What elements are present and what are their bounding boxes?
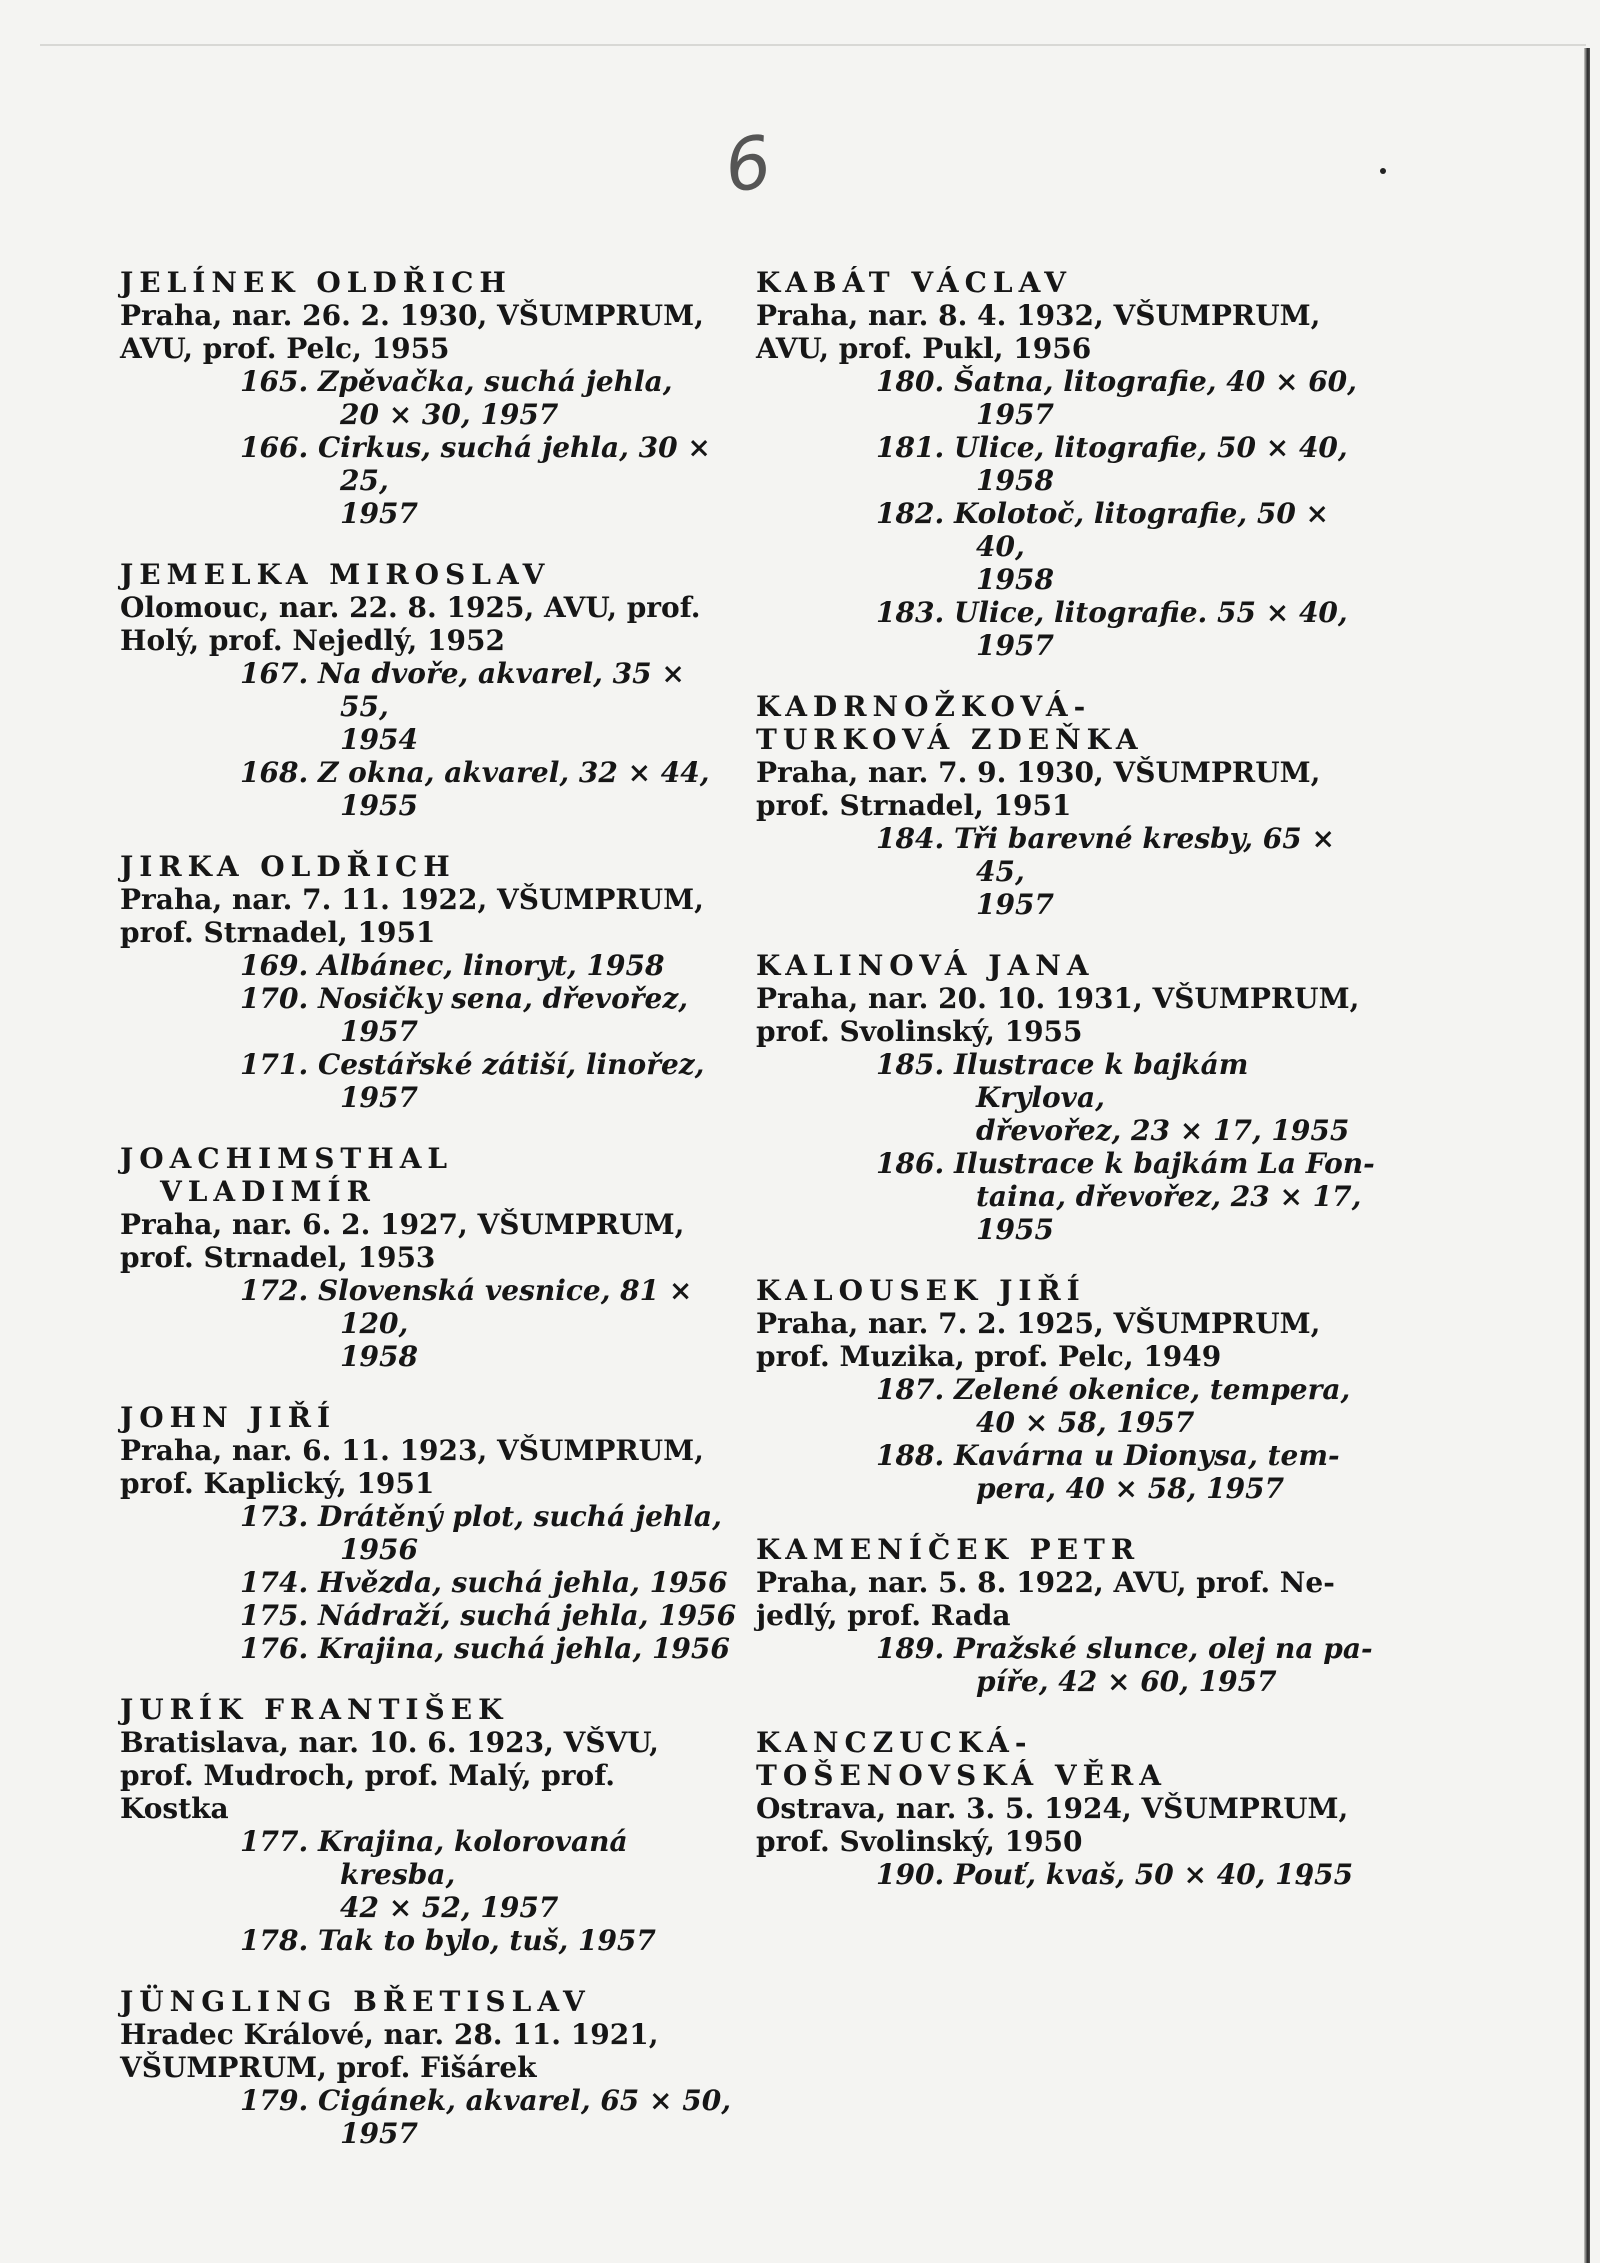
left-column bbox=[120, 266, 740, 2178]
artist-bio: jedlý, prof. Rada bbox=[756, 1599, 1011, 1632]
artist-bio: Praha, nar. 26. 2. 1930, VŠUMPRUM, bbox=[120, 299, 704, 332]
artist-name: JÜNGLING BŘETISLAV bbox=[120, 1985, 591, 2018]
work-number: 177. bbox=[240, 1825, 309, 1858]
work-number: 186. bbox=[876, 1147, 945, 1180]
work-text: Albánec, linoryt, 1958 bbox=[317, 949, 665, 982]
work-text: 40 × 58, 1957 bbox=[976, 1406, 1195, 1439]
work-text: 1957 bbox=[976, 888, 1054, 921]
work-item bbox=[756, 365, 1376, 431]
work-item bbox=[756, 431, 1376, 497]
artist-bio: Praha, nar. 7. 2. 1925, VŠUMPRUM, bbox=[756, 1307, 1321, 1340]
work-number: 171. bbox=[240, 1048, 309, 1081]
work-text: Kolotoč, litografie, 50 × 40, bbox=[953, 497, 1330, 563]
work-number: 180. bbox=[876, 365, 945, 398]
artist-name: JURÍK FRANTIŠEK bbox=[120, 1693, 509, 1726]
work-text: Cirkus, suchá jehla, 30 × 25, bbox=[317, 431, 711, 497]
work-item bbox=[120, 1274, 740, 1373]
work-text: pera, 40 × 58, 1957 bbox=[976, 1472, 1285, 1505]
work-text: dřevořez, 23 × 17, 1955 bbox=[976, 1114, 1350, 1147]
work-number: 165. bbox=[240, 365, 309, 398]
artist-name: JELÍNEK OLDŘICH bbox=[120, 266, 512, 299]
artist-entry bbox=[120, 266, 740, 530]
artist-bio: prof. Svolinský, 1950 bbox=[756, 1825, 1083, 1858]
work-text: Nosičky sena, dřevořez, 1957 bbox=[317, 982, 688, 1048]
artist-bio: Praha, nar. 7. 11. 1922, VŠUMPRUM, bbox=[120, 883, 704, 916]
work-text: 1958 bbox=[976, 563, 1054, 596]
artist-name: KABÁT VÁCLAV bbox=[756, 266, 1073, 299]
work-text: 1957 bbox=[976, 398, 1054, 431]
artist-bio: Praha, nar. 6. 2. 1927, VŠUMPRUM, bbox=[120, 1208, 685, 1241]
artist-entry bbox=[756, 949, 1376, 1246]
work-item bbox=[120, 1048, 740, 1114]
artist-entry bbox=[756, 1533, 1376, 1698]
artist-name: JOHN JIŘÍ bbox=[120, 1401, 337, 1434]
artist-entry bbox=[756, 266, 1376, 662]
work-item bbox=[120, 756, 740, 822]
artist-entry bbox=[120, 558, 740, 822]
work-number: 169. bbox=[240, 949, 309, 982]
artist-bio: prof. Svolinský, 1955 bbox=[756, 1015, 1083, 1048]
work-text: Zelené okenice, tempera, bbox=[953, 1373, 1351, 1406]
artist-bio: Olomouc, nar. 22. 8. 1925, AVU, prof. bbox=[120, 591, 701, 624]
work-number: 178. bbox=[240, 1924, 309, 1957]
work-item bbox=[756, 596, 1376, 662]
artist-bio: Praha, nar. 20. 10. 1931, VŠUMPRUM, bbox=[756, 982, 1360, 1015]
work-number: 188. bbox=[876, 1439, 945, 1472]
artist-bio: Praha, nar. 8. 4. 1932, VŠUMPRUM, bbox=[756, 299, 1321, 332]
work-text: Drátěný plot, suchá jehla, bbox=[317, 1500, 722, 1533]
work-text: Ilustrace k bajkám Krylova, bbox=[953, 1048, 1249, 1114]
artist-name: TURKOVÁ ZDEŇKA bbox=[756, 723, 1144, 756]
work-item bbox=[756, 1373, 1376, 1439]
work-text: Pouť, kvaš, 50 × 40, 1955 bbox=[953, 1858, 1354, 1891]
work-item bbox=[120, 1599, 740, 1632]
work-text: Ulice, litografie. 55 × 40, bbox=[953, 596, 1348, 629]
artist-entry bbox=[756, 1726, 1376, 1891]
artist-entry bbox=[120, 850, 740, 1114]
artist-name: KAMENÍČEK PETR bbox=[756, 1533, 1141, 1566]
artist-name: KALOUSEK JIŘÍ bbox=[756, 1274, 1086, 1307]
artist-bio: Ostrava, nar. 3. 5. 1924, VŠUMPRUM, bbox=[756, 1792, 1349, 1825]
work-number: 175. bbox=[240, 1599, 309, 1632]
work-text: 1955 bbox=[340, 789, 418, 822]
work-text: 1957 bbox=[340, 497, 418, 530]
work-number: 172. bbox=[240, 1274, 309, 1307]
work-item bbox=[120, 431, 740, 530]
work-number: 185. bbox=[876, 1048, 945, 1081]
work-number: 190. bbox=[876, 1858, 945, 1891]
work-number: 167. bbox=[240, 657, 309, 690]
handwritten-page-number: 6 bbox=[719, 119, 777, 209]
work-text: 1958 bbox=[340, 1340, 418, 1373]
artist-bio: Praha, nar. 6. 11. 1923, VŠUMPRUM, bbox=[120, 1434, 704, 1467]
artist-entry bbox=[756, 1274, 1376, 1505]
work-text: Nádraží, suchá jehla, 1956 bbox=[317, 1599, 737, 1632]
work-number: 176. bbox=[240, 1632, 309, 1665]
work-text: Ilustrace k bajkám La Fon- bbox=[953, 1147, 1375, 1180]
work-text: 20 × 30, 1957 bbox=[340, 398, 559, 431]
right-column bbox=[756, 266, 1376, 1919]
artist-entry bbox=[120, 1693, 740, 1957]
work-number: 181. bbox=[876, 431, 945, 464]
artist-name: JIRKA OLDŘICH bbox=[120, 850, 456, 883]
work-text: 1956 bbox=[340, 1533, 418, 1566]
work-text: Cigánek, akvarel, 65 × 50, bbox=[317, 2084, 731, 2117]
work-item bbox=[120, 949, 740, 982]
work-number: 179. bbox=[240, 2084, 309, 2117]
work-text: Zpěvačka, suchá jehla, bbox=[317, 365, 673, 398]
work-item bbox=[756, 1632, 1376, 1698]
work-item bbox=[120, 982, 740, 1048]
work-text: Tři barevné kresby, 65 × 45, bbox=[953, 822, 1335, 888]
work-item bbox=[756, 1439, 1376, 1505]
artist-entry bbox=[120, 1142, 740, 1373]
artist-bio: prof. Mudroch, prof. Malý, prof. bbox=[120, 1759, 616, 1792]
work-item bbox=[120, 657, 740, 756]
work-text: 1957 bbox=[976, 629, 1054, 662]
work-text: Ulice, litografie, 50 × 40, bbox=[953, 431, 1348, 464]
work-text: 1954 bbox=[340, 723, 418, 756]
work-item bbox=[756, 497, 1376, 596]
artist-name: JOACHIMSTHAL bbox=[120, 1142, 454, 1175]
work-text: Cestářské zátiší, linořez, 1957 bbox=[317, 1048, 705, 1114]
work-item bbox=[120, 365, 740, 431]
page-edge-shadow bbox=[1584, 48, 1590, 2263]
artist-bio: prof. Strnadel, 1951 bbox=[120, 916, 436, 949]
artist-bio: Praha, nar. 7. 9. 1930, VŠUMPRUM, bbox=[756, 756, 1321, 789]
artist-bio: Bratislava, nar. 10. 6. 1923, VŠVU, bbox=[120, 1726, 659, 1759]
artist-bio: Praha, nar. 5. 8. 1922, AVU, prof. Ne- bbox=[756, 1566, 1335, 1599]
work-text: 1955 bbox=[976, 1213, 1054, 1246]
work-text: 1957 bbox=[340, 2117, 418, 2150]
work-number: 170. bbox=[240, 982, 309, 1015]
artist-bio: Hradec Králové, nar. 28. 11. 1921, bbox=[120, 2018, 659, 2051]
speck bbox=[1380, 168, 1386, 174]
artist-name: TOŠENOVSKÁ VĚRA bbox=[756, 1759, 1167, 1792]
work-text: Kavárna u Dionysa, tem- bbox=[953, 1439, 1340, 1472]
artist-bio: AVU, prof. Pukl, 1956 bbox=[756, 332, 1092, 365]
artist-name: KANCZUCKÁ- bbox=[756, 1726, 1033, 1759]
work-number: 166. bbox=[240, 431, 309, 464]
artist-name: KALINOVÁ JANA bbox=[756, 949, 1095, 982]
work-text: Krajina, kolorovaná kresba, bbox=[317, 1825, 628, 1891]
work-item bbox=[120, 1825, 740, 1924]
work-item bbox=[120, 1500, 740, 1566]
work-number: 173. bbox=[240, 1500, 309, 1533]
work-item bbox=[120, 1566, 740, 1599]
work-item bbox=[756, 1147, 1376, 1246]
work-text: 1958 bbox=[976, 464, 1054, 497]
work-number: 187. bbox=[876, 1373, 945, 1406]
artist-entry bbox=[120, 1401, 740, 1665]
work-number: 168. bbox=[240, 756, 309, 789]
artist-bio: VŠUMPRUM, prof. Fišárek bbox=[120, 2051, 537, 2084]
work-text: Šatna, litografie, 40 × 60, bbox=[953, 365, 1357, 398]
work-item bbox=[120, 1924, 740, 1957]
work-item bbox=[756, 1048, 1376, 1147]
work-number: 184. bbox=[876, 822, 945, 855]
work-text: Slovenská vesnice, 81 × 120, bbox=[317, 1274, 693, 1340]
work-number: 182. bbox=[876, 497, 945, 530]
artist-bio: prof. Strnadel, 1953 bbox=[120, 1241, 436, 1274]
page-top-line bbox=[40, 44, 1586, 46]
work-number: 183. bbox=[876, 596, 945, 629]
artist-bio: prof. Muzika, prof. Pelc, 1949 bbox=[756, 1340, 1222, 1373]
work-number: 174. bbox=[240, 1566, 309, 1599]
artist-bio: prof. Strnadel, 1951 bbox=[756, 789, 1072, 822]
work-text: Z okna, akvarel, 32 × 44, bbox=[317, 756, 710, 789]
artist-name: KADRNOŽKOVÁ- bbox=[756, 690, 1092, 723]
artist-name: VLADIMÍR bbox=[160, 1175, 376, 1208]
work-item bbox=[756, 1858, 1376, 1891]
work-number: 189. bbox=[876, 1632, 945, 1665]
work-text: Tak to bylo, tuš, 1957 bbox=[317, 1924, 656, 1957]
work-text: píře, 42 × 60, 1957 bbox=[976, 1665, 1277, 1698]
artist-entry bbox=[120, 1985, 740, 2150]
artist-bio: Holý, prof. Nejedlý, 1952 bbox=[120, 624, 505, 657]
work-text: Krajina, suchá jehla, 1956 bbox=[317, 1632, 730, 1665]
artist-bio: Kostka bbox=[120, 1792, 229, 1825]
artist-bio: AVU, prof. Pelc, 1955 bbox=[120, 332, 450, 365]
work-text: Na dvoře, akvarel, 35 × 55, bbox=[317, 657, 685, 723]
artist-entry bbox=[756, 690, 1376, 921]
artist-bio: prof. Kaplický, 1951 bbox=[120, 1467, 435, 1500]
work-text: taina, dřevořez, 23 × 17, bbox=[976, 1180, 1362, 1213]
work-item bbox=[756, 822, 1376, 921]
work-item bbox=[120, 1632, 740, 1665]
artist-name: JEMELKA MIROSLAV bbox=[120, 558, 551, 591]
work-text: Pražské slunce, olej na pa- bbox=[953, 1632, 1373, 1665]
work-text: 42 × 52, 1957 bbox=[340, 1891, 559, 1924]
work-text: Hvězda, suchá jehla, 1956 bbox=[317, 1566, 728, 1599]
work-item bbox=[120, 2084, 740, 2150]
